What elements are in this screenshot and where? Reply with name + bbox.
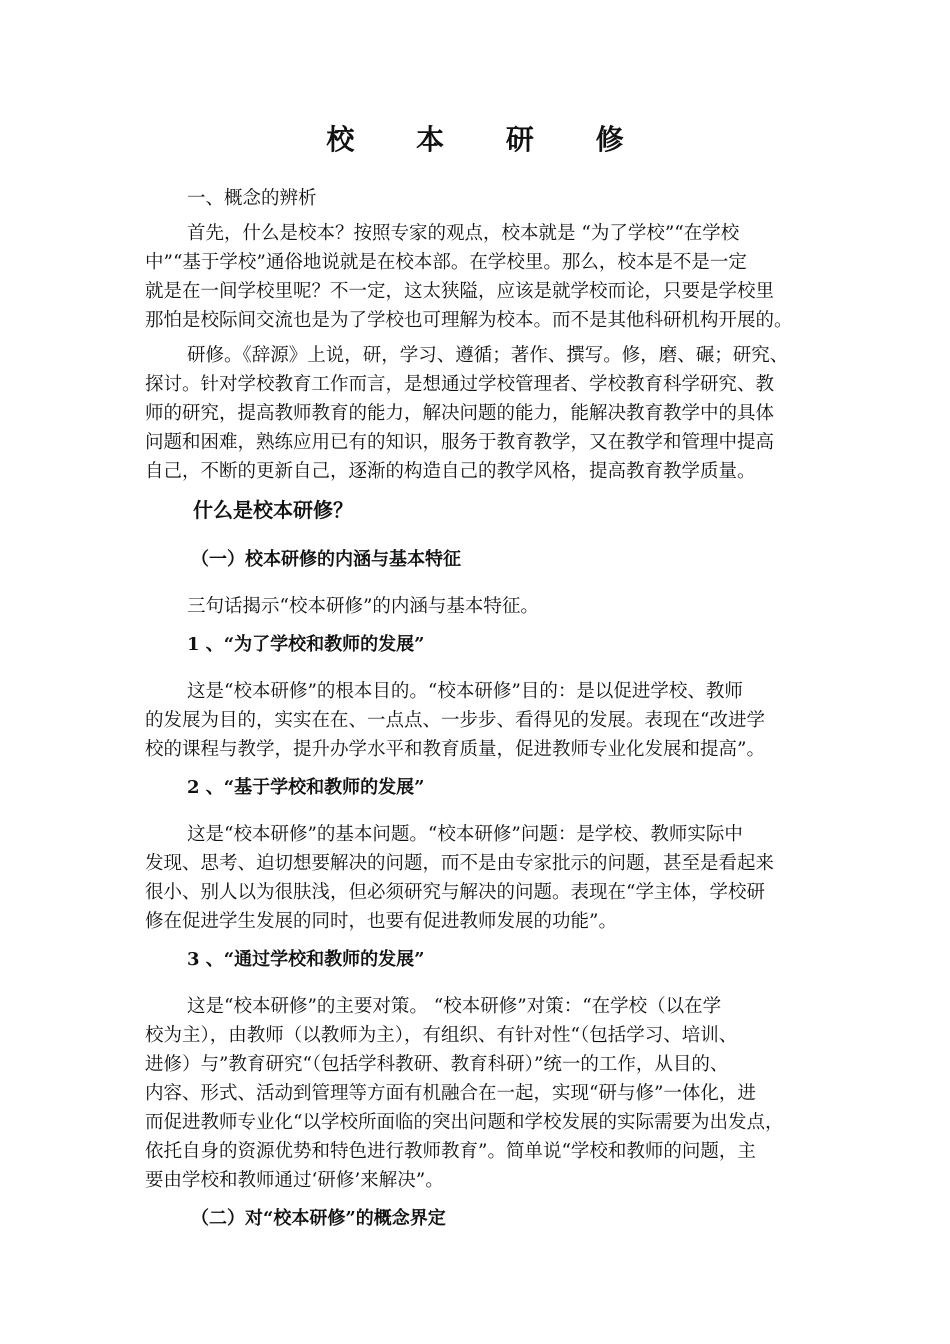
paragraph-line: 这是“校本研修”的根本目的。“校本研修”目的：是以促进学校、教师 (187, 681, 743, 702)
paragraph (145, 219, 813, 335)
point-heading: 2 、“基于学校和教师的发展” (187, 777, 425, 798)
paragraph-line: 发现、思考、迫切想要解决的问题，而不是由专家批示的问题，甚至是看起来 (145, 853, 775, 874)
paragraph-line: 校的课程与教学，提升办学水平和教育质量，促进教师专业化发展和提高”。 (145, 739, 765, 760)
paragraph-line: 进修）与”教育研究“（包括学科教研、教育科研）”统一的工作，从目的、 (145, 1054, 729, 1075)
major-heading: 什么是校本研修？ (193, 498, 353, 522)
paragraph-line: 探讨。针对学校教育工作而言，是想通过学校管理者、学校教育科学研究、教 (145, 374, 775, 395)
paragraph-line: 这是“校本研修”的基本问题。“校本研修”问题：是学校、教师实际中 (187, 824, 743, 845)
paragraph-line: 很小、别人以为很肤浅，但必须研究与解决的问题。表现在“学主体，学校研 (145, 882, 765, 903)
paragraph-line: 依托自身的资源优势和特色进行教师教育”。简单说“学校和教师的问题，主 (145, 1141, 756, 1162)
paragraph-line: 而促进教师专业化“以学校所面临的突出问题和学校发展的实际需要为出发点， (145, 1112, 784, 1133)
subsection-heading: （二）对“校本研修”的概念界定 (191, 1208, 446, 1229)
point-heading: 1 、“为了学校和教师的发展” (187, 634, 425, 655)
paragraph (145, 820, 813, 936)
paragraph-line: 首先，什么是校本？按照专家的观点，校本就是 “为了学校”“在学校 (187, 223, 740, 244)
paragraph-line: 校为主），由教师（以教师为主），有组织、有针对性“（包括学习、培训、 (145, 1025, 738, 1046)
section-heading: 一、概念的辨析 (187, 188, 317, 209)
paragraph (145, 992, 813, 1195)
intro-line: 三句话揭示“校本研修”的内涵与基本特征。 (187, 596, 539, 617)
paragraph-line: 中”“基于学校”通俗地说就是在校本部。在学校里。那么，校本是不是一定 (145, 252, 747, 273)
paragraph-line: 这是“校本研修”的主要对策。 “校本研修”对策：“在学校（以在学 (187, 996, 722, 1017)
paragraph-line: 师的研究，提高教师教育的能力，解决问题的能力，能解决教育教学中的具体 (145, 403, 775, 424)
paragraph-line: 内容、形式、活动到管理等方面有机融合在一起，实现“研与修”一体化，进 (145, 1083, 756, 1104)
paragraph-line: 的发展为目的，实实在在、一点点、一步步、看得见的发展。表现在“改进学 (145, 710, 765, 731)
document-body (145, 184, 813, 1251)
paragraph-line: 那怕是校际间交流也是为了学校也可理解为校本。而不是其他科研机构开展的。 (145, 310, 793, 331)
subsection-heading: （一）校本研修的内涵与基本特征 (191, 549, 461, 570)
paragraph-line: 研修。《辞源》上说，研，学习、遵循；著作、撰写。修，磨、碾；研究、 (187, 345, 789, 366)
paragraph-line: 问题和困难，熟练应用已有的知识，服务于教育教学，又在教学和管理中提高 (145, 432, 775, 453)
paragraph-line: 要由学校和教师通过‘研修’来解决”。 (145, 1170, 444, 1191)
point-heading: 3 、“通过学校和教师的发展” (187, 949, 425, 970)
paragraph (145, 341, 813, 486)
page-title: 校 本 研 修 (326, 123, 650, 156)
paragraph-line: 修在促进学生发展的同时，也要有促进教师发展的功能”。 (145, 911, 617, 932)
paragraph (145, 677, 813, 764)
paragraph-line: 就是在一间学校里呢？不一定，这太狭隘，应该是就学校而论，只要是学校里 (145, 281, 775, 302)
paragraph-line: 自己，不断的更新自己，逐渐的构造自己的教学风格，提高教育教学质量。 (145, 461, 756, 482)
